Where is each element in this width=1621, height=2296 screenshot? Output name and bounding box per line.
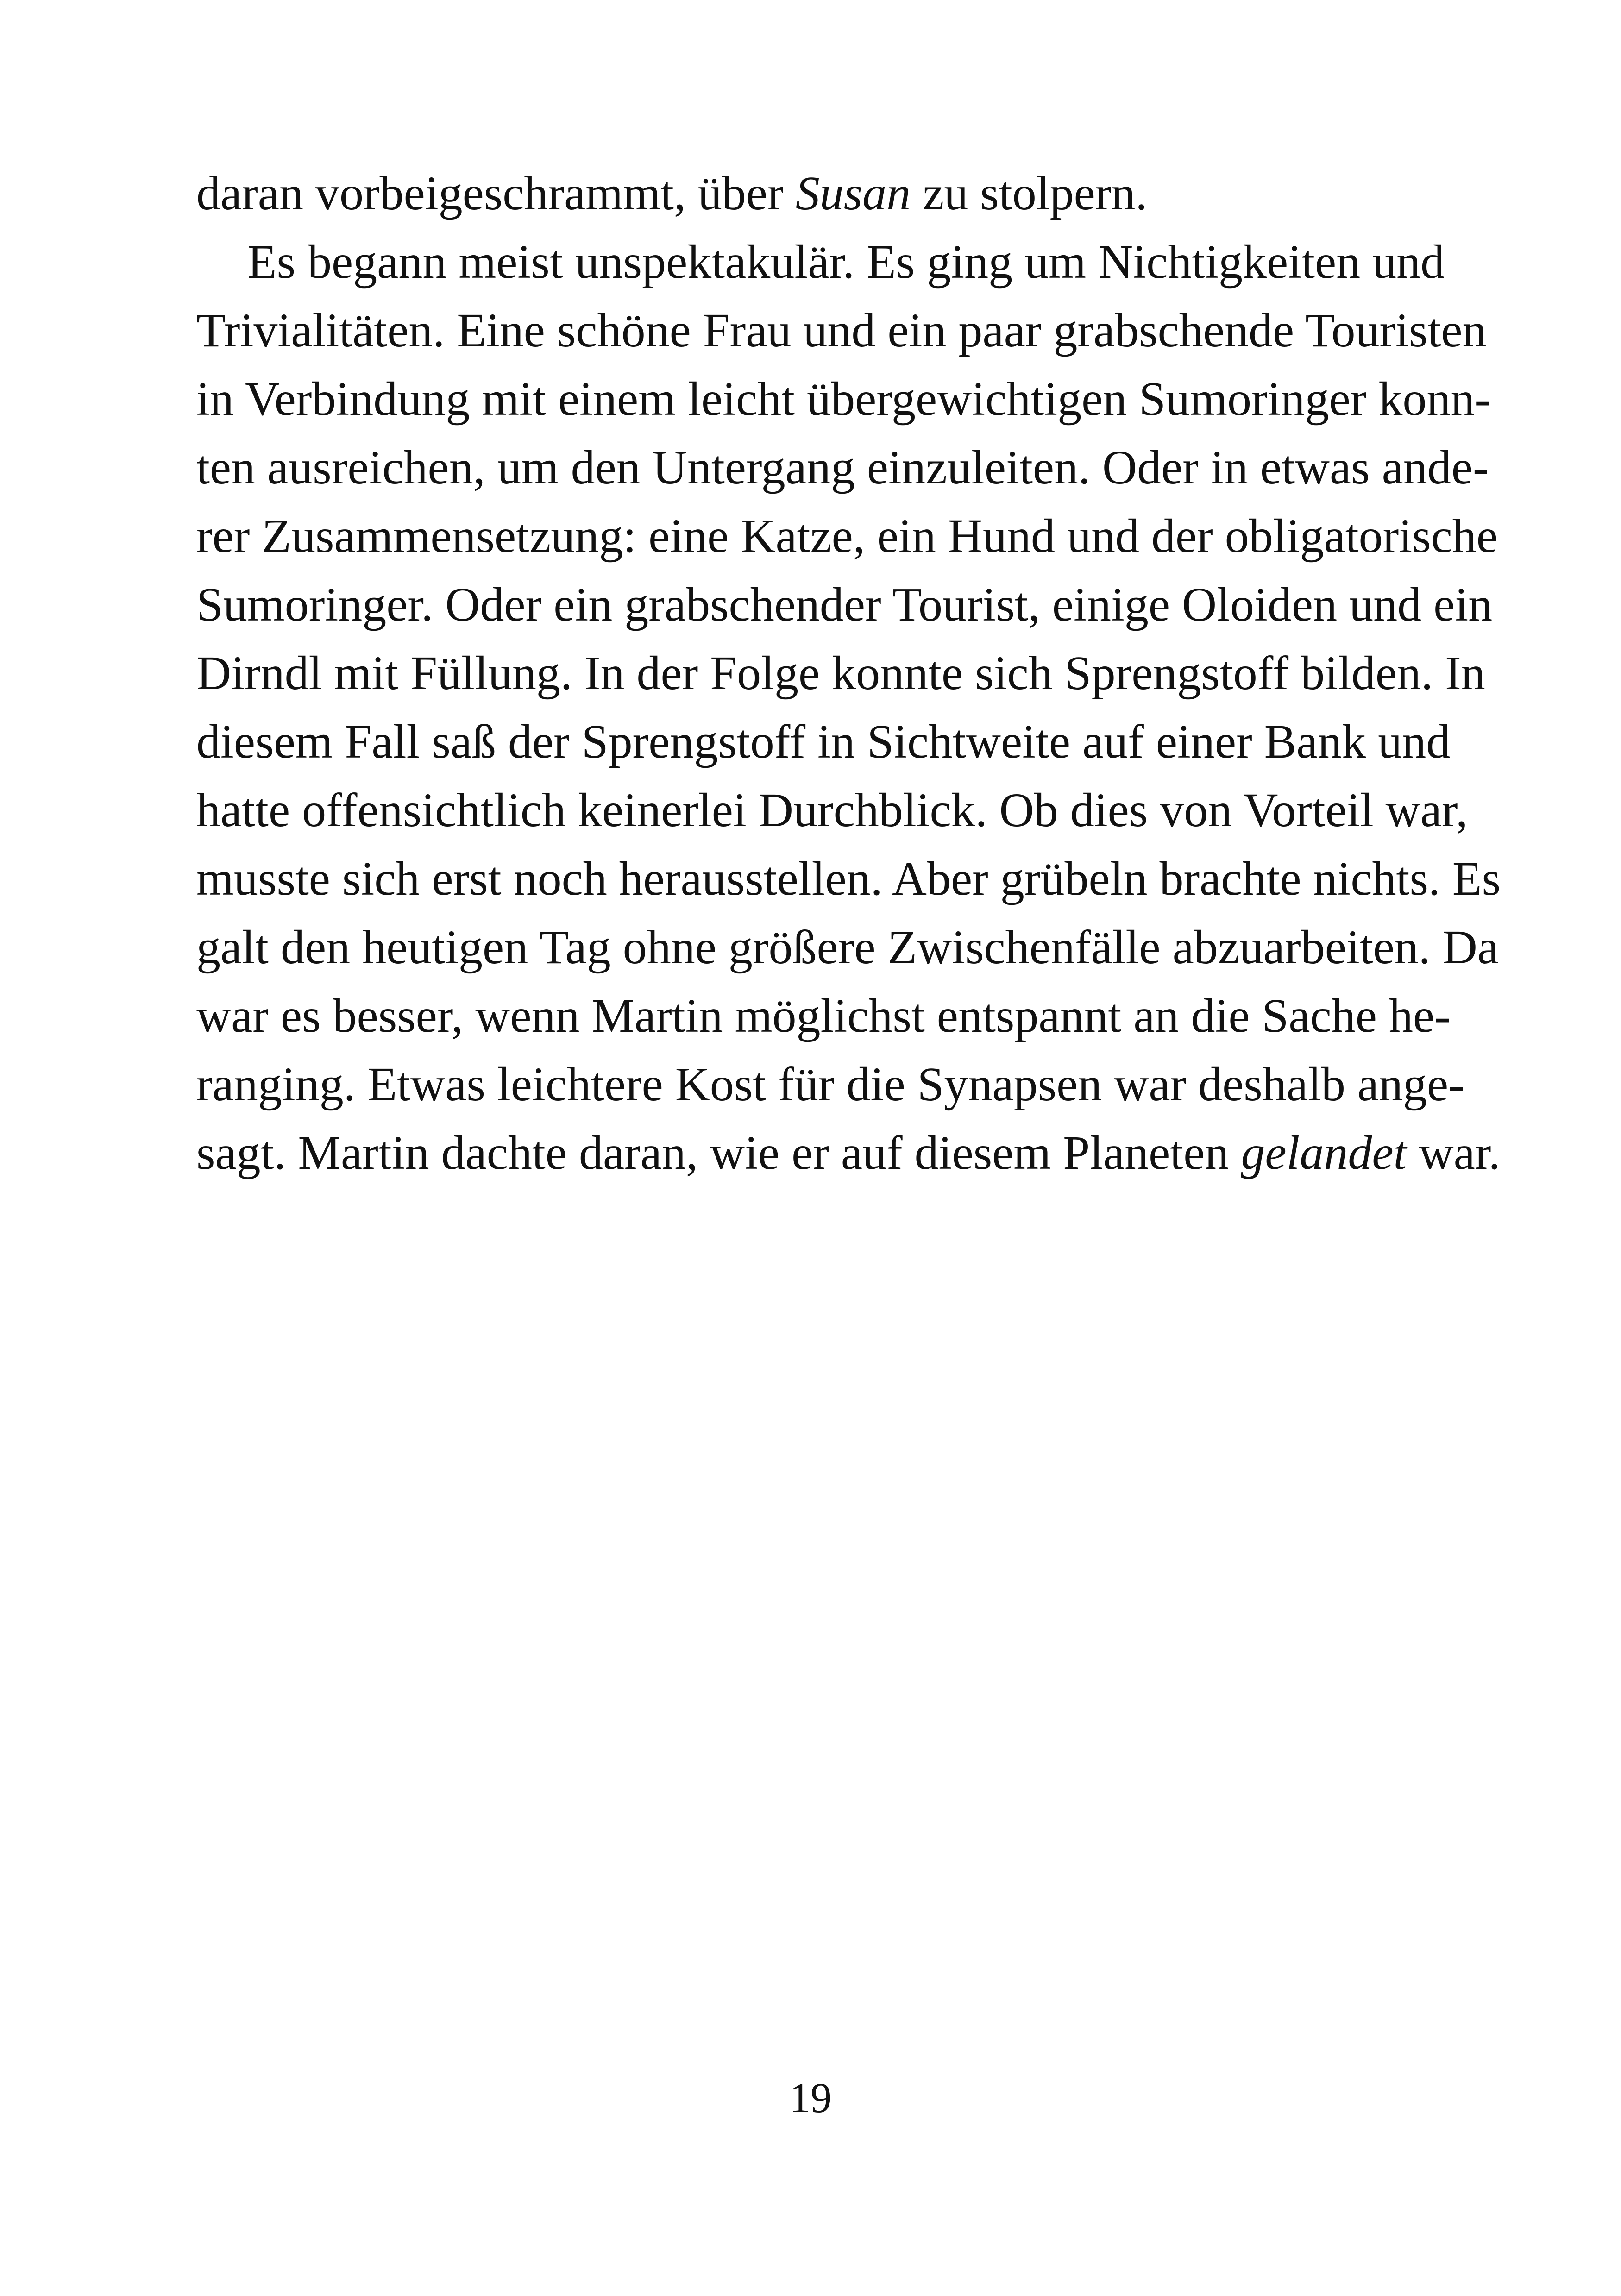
text-line: galt den heutigen Tag ohne größere Zwischenfälle abzuarbeiten. Da — [196, 921, 1499, 974]
text-line: Sumoringer. Oder ein grabschender Tourist, einige Oloiden und ein — [196, 578, 1493, 631]
text-line: rer Zusammensetzung: eine Katze, ein Hund und der obligatorische — [196, 509, 1498, 563]
text-line: ten ausreichen, um den Untergang einzuleiten. Oder in etwas ande- — [196, 441, 1489, 494]
page-number: 19 — [789, 2074, 832, 2121]
text-line: Es begann meist unspektakulär. Es ging um Nichtigkeiten und — [247, 235, 1445, 289]
text-segment: daran vorbeigeschrammt, über — [196, 167, 796, 220]
text-line: ranging. Etwas leichtere Kost für die Synapsen war deshalb ange- — [196, 1058, 1464, 1111]
text-line: Dirndl mit Füllung. In der Folge konnte sich Sprengstoff bilden. In — [196, 646, 1485, 700]
text-segment: sagt. Martin dachte daran, wie er auf diesem Planeten — [196, 1126, 1241, 1179]
italic-word: Susan — [795, 167, 911, 220]
text-line: musste sich erst noch herausstellen. Aber grübeln brachte nichts. Es — [196, 852, 1501, 905]
body-text — [196, 159, 1501, 1187]
text-line — [196, 1119, 1501, 1187]
text-line: diesem Fall saß der Sprengstoff in Sichtweite auf einer Bank und — [196, 715, 1451, 768]
text-line: in Verbindung mit einem leicht übergewichtigen Sumoringer konn- — [196, 372, 1491, 426]
text-line: war es besser, wenn Martin möglichst entspannt an die Sache he- — [196, 989, 1451, 1042]
italic-word: gelandet — [1241, 1126, 1407, 1179]
text-line — [196, 159, 1442, 228]
text-line: Trivialitäten. Eine schöne Frau und ein paar grabschende Touristen — [196, 304, 1487, 357]
text-segment: war. — [1407, 1126, 1501, 1179]
text-segment: zu stolpern. — [911, 167, 1148, 220]
text-line: hatte offensichtlich keinerlei Durchblick. Ob dies von Vorteil war, — [196, 784, 1468, 837]
